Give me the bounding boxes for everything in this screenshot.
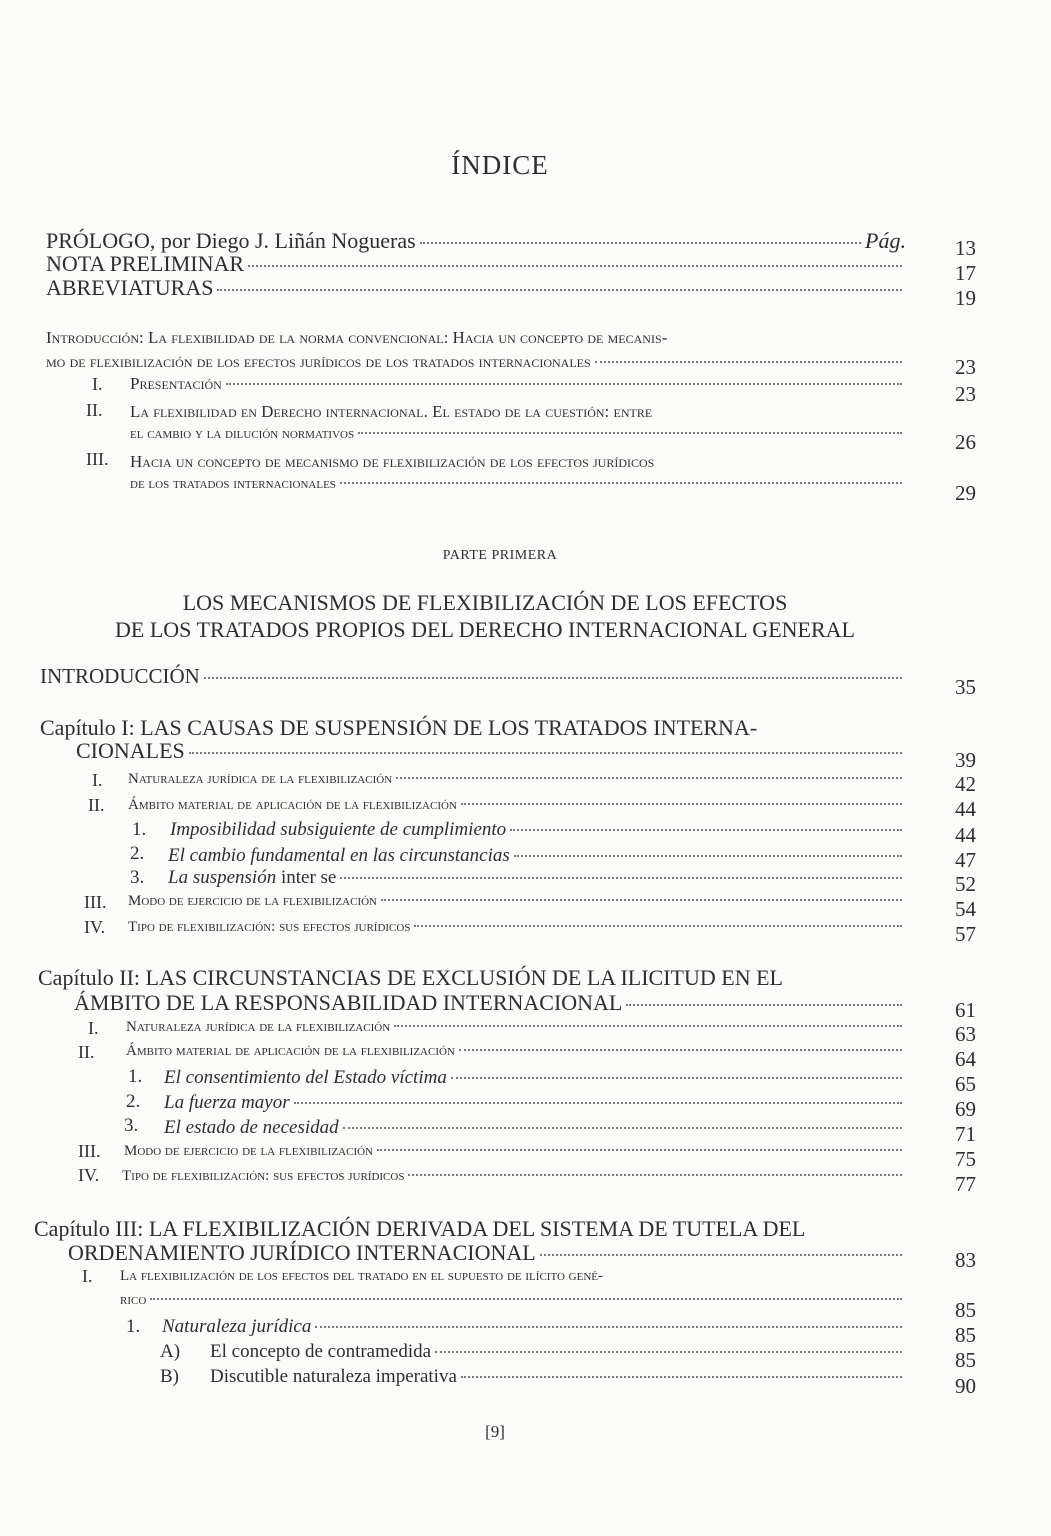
- toc-entry-cap1-naturaleza[interactable]: [128, 771, 906, 788]
- toc-entry-cap1-modo[interactable]: [128, 893, 906, 910]
- toc-entry-text: ABREVIATURAS: [46, 275, 214, 300]
- toc-entry-cap3-flexibilizacion-line1[interactable]: La flexibilización de los efectos del tratado en el supuesto de ilícito gené-: [120, 1268, 603, 1284]
- toc-entry-flexibilidad-line1[interactable]: La flexibilidad en Derecho internacional. El estado de la cuestión: entre: [130, 402, 653, 421]
- dot-leader: [394, 1025, 902, 1027]
- toc-entry-text-italic: La suspensión: [168, 867, 277, 888]
- page-number: 29: [955, 481, 976, 505]
- chapter-title-line2[interactable]: [74, 990, 906, 1016]
- dot-leader: [248, 265, 902, 267]
- section-number: I.: [88, 1018, 99, 1038]
- page-number: 42: [955, 772, 976, 796]
- dot-leader: [420, 242, 861, 244]
- dot-leader: [414, 925, 902, 927]
- dot-leader: [340, 877, 902, 879]
- section-number: I.: [92, 374, 103, 394]
- subsection-number: 3.: [130, 867, 145, 888]
- subsection-number: 1.: [132, 819, 147, 840]
- page-title: ÍNDICE: [451, 150, 549, 180]
- page-label: Pág.: [865, 228, 906, 253]
- page-number: 75: [955, 1147, 976, 1171]
- dot-leader: [204, 677, 902, 679]
- page-number: 83: [955, 1248, 976, 1272]
- page-number: 44: [955, 797, 976, 821]
- page-number: 23: [955, 382, 976, 406]
- toc-entry-cap1-suspension[interactable]: [168, 867, 906, 889]
- dot-leader: [510, 829, 902, 831]
- page-number: 85: [955, 1323, 976, 1347]
- dot-leader: [315, 1326, 902, 1328]
- toc-entry-text: INTRODUCCIÓN: [40, 664, 200, 688]
- toc-entry-text: Imposibilidad subsiguiente de cumplimiento: [170, 819, 507, 840]
- part-label: PARTE PRIMERA: [442, 548, 558, 563]
- toc-entry-hacia-line1[interactable]: Hacia un concepto de mecanismo de flexibilización de los efectos jurídicos: [130, 452, 655, 471]
- section-number: III.: [84, 892, 107, 912]
- toc-entry-text: Presentación: [130, 374, 222, 393]
- toc-entry-nota[interactable]: [46, 251, 906, 277]
- subsection-number: 3.: [124, 1115, 139, 1136]
- page-number: 19: [955, 286, 976, 310]
- toc-entry-text: el cambio y la dilución normativos: [130, 426, 355, 442]
- section-number: I.: [92, 770, 103, 790]
- toc-entry-text: inter se: [276, 867, 337, 888]
- toc-entry-text: PRÓLOGO, por Diego J. Liñán Nogueras: [46, 228, 416, 253]
- dot-leader: [595, 361, 902, 363]
- toc-entry-text: El concepto de contramedida: [210, 1341, 432, 1362]
- subsection-letter: B): [160, 1366, 179, 1387]
- toc-entry-hacia-line2[interactable]: [130, 476, 906, 493]
- dot-leader: [358, 432, 902, 434]
- toc-entry-cap3-contramedida[interactable]: [210, 1341, 906, 1363]
- page-number: 69: [955, 1097, 976, 1121]
- dot-leader: [540, 1254, 902, 1256]
- toc-entry-cap1-cambio[interactable]: [168, 845, 906, 867]
- section-number: II.: [78, 1042, 95, 1062]
- toc-entry-text: Modo de ejercicio de la flexibilización: [124, 1143, 374, 1159]
- toc-entry-text: de los tratados internacionales: [130, 476, 336, 492]
- toc-entry-cap2-modo[interactable]: [124, 1143, 906, 1160]
- section-number: IV.: [78, 1165, 100, 1185]
- toc-entry-text: CIONALES: [76, 738, 185, 763]
- toc-entry-cap2-necesidad[interactable]: [164, 1117, 906, 1139]
- page-number: 90: [955, 1374, 976, 1398]
- toc-entry-cap2-ambito[interactable]: [126, 1043, 906, 1060]
- section-number: III.: [86, 449, 109, 469]
- subsection-number: 1.: [126, 1316, 141, 1337]
- toc-entry-cap2-tipo[interactable]: [122, 1168, 906, 1185]
- page-number: 23: [955, 355, 976, 379]
- page-number: 44: [955, 823, 976, 847]
- page-number: 47: [955, 848, 976, 872]
- subsection-number: 1.: [128, 1066, 143, 1087]
- dot-leader: [381, 899, 902, 901]
- toc-entry-text: Naturaleza jurídica de la flexibilización: [126, 1019, 391, 1035]
- chapter-title-line1[interactable]: Capítulo II: LAS CIRCUNSTANCIAS DE EXCLUSIÓN DE LA ILICITUD EN EL: [38, 965, 783, 990]
- page-number: 52: [955, 872, 976, 896]
- toc-entry-introduccion-line1[interactable]: Introducción: La flexibilidad de la norma convencional: Hacia un concepto de mecanis-: [46, 328, 668, 347]
- page-number: 26: [955, 430, 976, 454]
- part-title-line2: DE LOS TRATADOS PROPIOS DEL DERECHO INTERNACIONAL GENERAL: [115, 617, 855, 642]
- toc-entry-text: Naturaleza jurídica de la flexibilización: [128, 771, 393, 787]
- page-number: 63: [955, 1022, 976, 1046]
- toc-entry-cap2-naturaleza[interactable]: [126, 1019, 906, 1036]
- toc-entry-cap3-flexibilizacion-line2[interactable]: [120, 1292, 906, 1309]
- dot-leader: [294, 1102, 902, 1104]
- page-number: 65: [955, 1072, 976, 1096]
- toc-entry-flexibilidad-line2[interactable]: [130, 426, 906, 443]
- chapter-title-line2[interactable]: [68, 1240, 906, 1266]
- section-number: IV.: [84, 917, 106, 937]
- toc-entry-text: mo de flexibilización de los efectos jurídicos de los tratados internacionales: [46, 352, 591, 371]
- page-number: 17: [955, 261, 976, 285]
- toc-entry-cap2-consentimiento[interactable]: [164, 1067, 906, 1089]
- page-number: 39: [955, 748, 976, 772]
- toc-entry-text: Tipo de flexibilización: sus efectos jurídicos: [122, 1168, 405, 1184]
- toc-entry-text: NOTA PRELIMINAR: [46, 251, 245, 276]
- dot-leader: [396, 777, 902, 779]
- dot-leader: [626, 1004, 902, 1006]
- toc-entry-text: Modo de ejercicio de la flexibilización: [128, 893, 378, 909]
- toc-entry-text: El estado de necesidad: [164, 1117, 339, 1138]
- toc-entry-cap1-imposibilidad[interactable]: [170, 819, 906, 841]
- toc-entry-text: El cambio fundamental en las circunstancias: [168, 845, 510, 866]
- dot-leader: [451, 1077, 902, 1079]
- dot-leader: [459, 1049, 902, 1051]
- dot-leader: [226, 383, 902, 385]
- chapter-title-line1[interactable]: Capítulo I: LAS CAUSAS DE SUSPENSIÓN DE LOS TRATADOS INTERNA-: [40, 715, 758, 740]
- section-number: I.: [82, 1266, 93, 1286]
- dot-leader: [189, 752, 902, 754]
- dot-leader: [343, 1127, 902, 1129]
- subsection-number: 2.: [126, 1091, 141, 1112]
- part-title-line1: LOS MECANISMOS DE FLEXIBILIZACIÓN DE LOS EFECTOS: [182, 590, 788, 615]
- toc-entry-introduccion[interactable]: [40, 664, 906, 689]
- toc-entry-text: rico: [120, 1292, 147, 1308]
- toc-entry-cap3-naturaleza[interactable]: [162, 1316, 906, 1338]
- page-number: 35: [955, 675, 976, 699]
- toc-entry-cap1-ambito[interactable]: [128, 797, 906, 814]
- section-number: II.: [88, 795, 105, 815]
- toc-entry-cap2-fuerza[interactable]: [164, 1092, 906, 1114]
- subsection-number: 2.: [130, 843, 145, 864]
- page-number: 77: [955, 1172, 976, 1196]
- page-footer-number: [9]: [485, 1422, 505, 1441]
- subsection-letter: A): [160, 1341, 181, 1362]
- dot-leader: [461, 803, 902, 805]
- section-number: III.: [78, 1141, 101, 1161]
- dot-leader: [217, 289, 902, 291]
- page-number: 57: [955, 922, 976, 946]
- dot-leader: [461, 1376, 902, 1378]
- toc-entry-text: Ámbito material de aplicación de la flexibilización: [126, 1043, 455, 1059]
- toc-entry-text: Tipo de flexibilización: sus efectos jurídicos: [128, 919, 411, 935]
- toc-entry-text: ÁMBITO DE LA RESPONSABILIDAD INTERNACIONAL: [74, 990, 623, 1015]
- dot-leader: [408, 1174, 902, 1176]
- page-number: 71: [955, 1122, 976, 1146]
- toc-entry-cap3-imperativa[interactable]: [210, 1366, 906, 1388]
- dot-leader: [150, 1298, 902, 1300]
- toc-entry-text: ORDENAMIENTO JURÍDICO INTERNACIONAL: [68, 1240, 536, 1265]
- toc-entry-text: La fuerza mayor: [164, 1092, 290, 1113]
- toc-entry-text: El consentimiento del Estado víctima: [164, 1067, 447, 1088]
- toc-entry-text: Ámbito material de aplicación de la flexibilización: [128, 797, 457, 813]
- page-number: 85: [955, 1348, 976, 1372]
- toc-entry-text: Discutible naturaleza imperativa: [210, 1366, 457, 1387]
- page-number: 85: [955, 1298, 976, 1322]
- dot-leader: [377, 1149, 902, 1151]
- page-number: 61: [955, 998, 976, 1022]
- page-number: 13: [955, 236, 976, 260]
- page-number: 54: [955, 897, 976, 921]
- dot-leader: [435, 1351, 902, 1353]
- toc-entry-introduccion-line2[interactable]: [46, 352, 906, 372]
- chapter-title-line1[interactable]: Capítulo III: LA FLEXIBILIZACIÓN DERIVADA DEL SISTEMA DE TUTELA DEL: [34, 1216, 806, 1241]
- chapter-title-line2[interactable]: [76, 738, 906, 764]
- toc-entry-text: Naturaleza jurídica: [162, 1316, 312, 1337]
- toc-entry-abreviaturas[interactable]: [46, 275, 906, 301]
- page-number: 64: [955, 1047, 976, 1071]
- dot-leader: [514, 855, 902, 857]
- toc-entry-cap1-tipo[interactable]: [128, 919, 906, 936]
- toc-entry-presentacion[interactable]: [130, 374, 906, 394]
- dot-leader: [340, 482, 902, 484]
- section-number: II.: [86, 400, 103, 420]
